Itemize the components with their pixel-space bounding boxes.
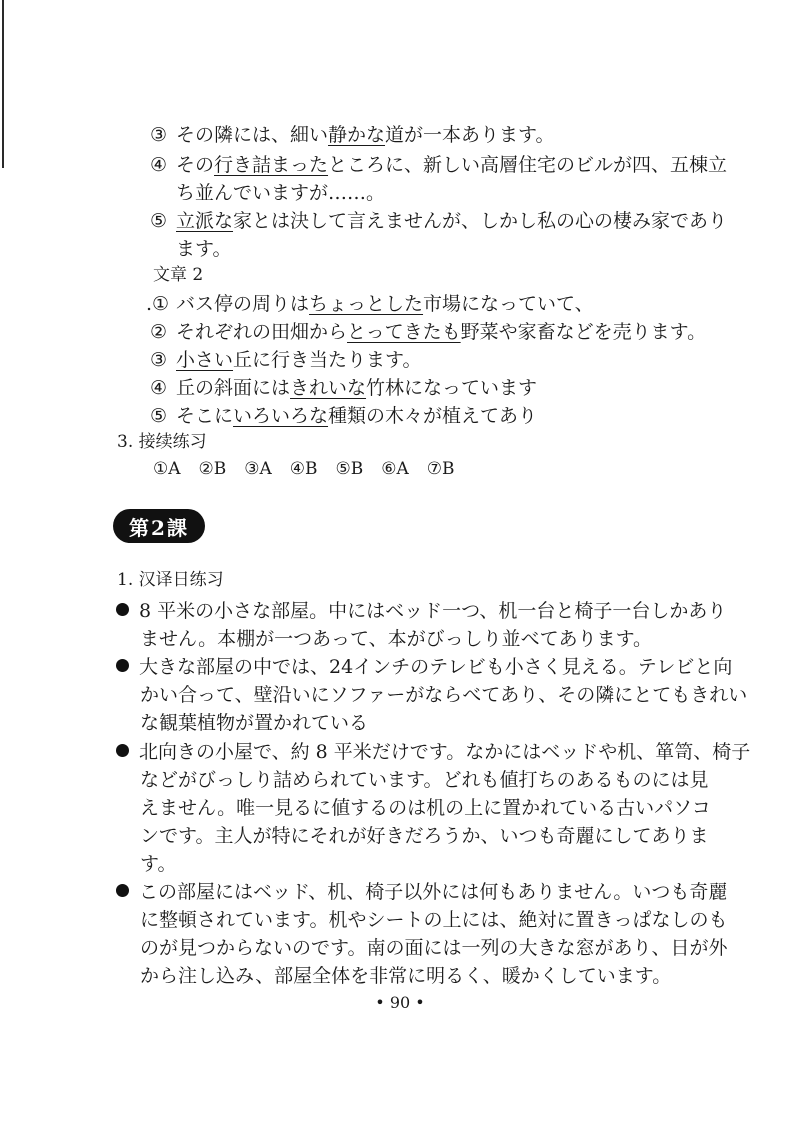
section3-heading: 3. 接续练习	[117, 432, 207, 452]
underlined-phrase: 静かな	[328, 124, 386, 146]
underlined-phrase: いろいろな	[233, 405, 329, 427]
text1-item3: ③ その隣には、細い静かな道が一本あります。	[150, 121, 555, 149]
underlined-phrase: 小さい	[176, 349, 234, 371]
left-margin-rule	[2, 0, 4, 168]
paragraph-2-line-2: かい合って、壁沿いにソファーがならべてあり、その隣にとてもきれい	[140, 684, 748, 706]
paragraph-1-line-2: ません。本棚が一つあって、本がびっしり並べてあります。	[140, 628, 653, 650]
underlined-phrase: 立派な	[176, 210, 234, 232]
paragraph-4-line-2: に整頓されています。机やシートの上には、絶対に置きっぱなしのも	[140, 909, 728, 931]
text2-heading: 文章 2	[153, 265, 204, 285]
answer-list	[153, 456, 473, 482]
bullet-dot-icon	[116, 884, 129, 897]
item-number: ③	[150, 124, 168, 146]
text2-item3: ③ 小さい丘に行き当たります。	[150, 346, 422, 374]
answer-item: ②B	[198, 459, 227, 479]
underlined-phrase: きれいな	[290, 377, 367, 399]
text1-item5: ⑤ 立派な家とは決して言えませんが、しかし私の心の棲み家であり	[150, 207, 727, 235]
underlined-phrase: 行き詰まった	[214, 154, 329, 176]
item-number: .①	[146, 293, 170, 315]
item-number: ④	[150, 377, 168, 399]
answer-item: ④B	[289, 459, 318, 479]
lesson-badge: 第2課	[113, 509, 205, 543]
text2-item5: ⑤ そこにいろいろな種類の木々が植えてあり	[150, 402, 537, 430]
page-number: • 90 •	[375, 993, 425, 1012]
item-number: ④	[150, 154, 168, 176]
text2-item2: ② それぞれの田畑からとってきたも野菜や家畜などを売ります。	[150, 318, 706, 346]
paragraph-4-line-3: のが見つからないのです。南の面には一列の大きな窓があり、日が外	[140, 937, 728, 959]
paragraph-4: この部屋にはベッド、机、椅子以外には何もありません。いつも奇麗	[116, 877, 727, 907]
text2-item1: .① バス停の周りはちょっとした市場になっていて、	[146, 290, 594, 318]
text1-item4-continued: ち並んでいますが……。	[176, 182, 386, 204]
item-number: ⑤	[150, 210, 168, 232]
paragraph-4-line-4: から注し込み、部屋全体を非常に明るく、暖かくしています。	[140, 965, 672, 987]
item-number: ③	[150, 349, 168, 371]
answer-item: ⑥A	[381, 459, 409, 479]
answer-item: ⑤B	[335, 459, 364, 479]
underlined-phrase: ちょっとした	[309, 293, 424, 315]
section1-heading: 1. 汉译日练习	[117, 570, 224, 590]
underlined-phrase: とってきたも	[347, 321, 461, 343]
item-number: ②	[150, 321, 168, 343]
text1-item5-continued: ます。	[176, 238, 232, 260]
answer-item: ③A	[244, 459, 272, 479]
paragraph-3-line-2: などがびっしり詰められています。どれも値打ちのあるものには見	[140, 769, 709, 791]
paragraph-3-line-4: ンです。主人が特にそれが好きだろうか、いつも奇麗にしてありま	[140, 825, 709, 847]
text1-item4: ④ その行き詰まったところに、新しい高層住宅のビルが四、五棟立	[150, 151, 727, 179]
paragraph-1: 8 平米の小さな部屋。中にはベッド一つ、机一台と椅子一台しかあり	[116, 596, 726, 626]
bullet-dot-icon	[116, 603, 129, 616]
paragraph-3-line-5: す。	[140, 853, 177, 875]
paragraph-2-line-3: な観葉植物が置かれている	[140, 712, 369, 734]
answer-item: ⑦B	[426, 459, 455, 479]
bullet-dot-icon	[116, 744, 129, 757]
bullet-dot-icon	[116, 659, 129, 672]
answer-item: ①A	[153, 459, 181, 479]
paragraph-2: 大きな部屋の中では、24インチのテレビも小さく見える。テレビと向	[116, 652, 732, 682]
paragraph-3: 北向きの小屋で、約 8 平米だけです。なかにはベッドや机、箪笥、椅子	[116, 737, 750, 767]
text2-item4: ④ 丘の斜面にはきれいな竹林になっています	[150, 374, 537, 402]
paragraph-3-line-3: えません。唯一見るに値するのは机の上に置かれている古いパソコ	[140, 797, 711, 819]
item-number: ⑤	[150, 405, 168, 427]
